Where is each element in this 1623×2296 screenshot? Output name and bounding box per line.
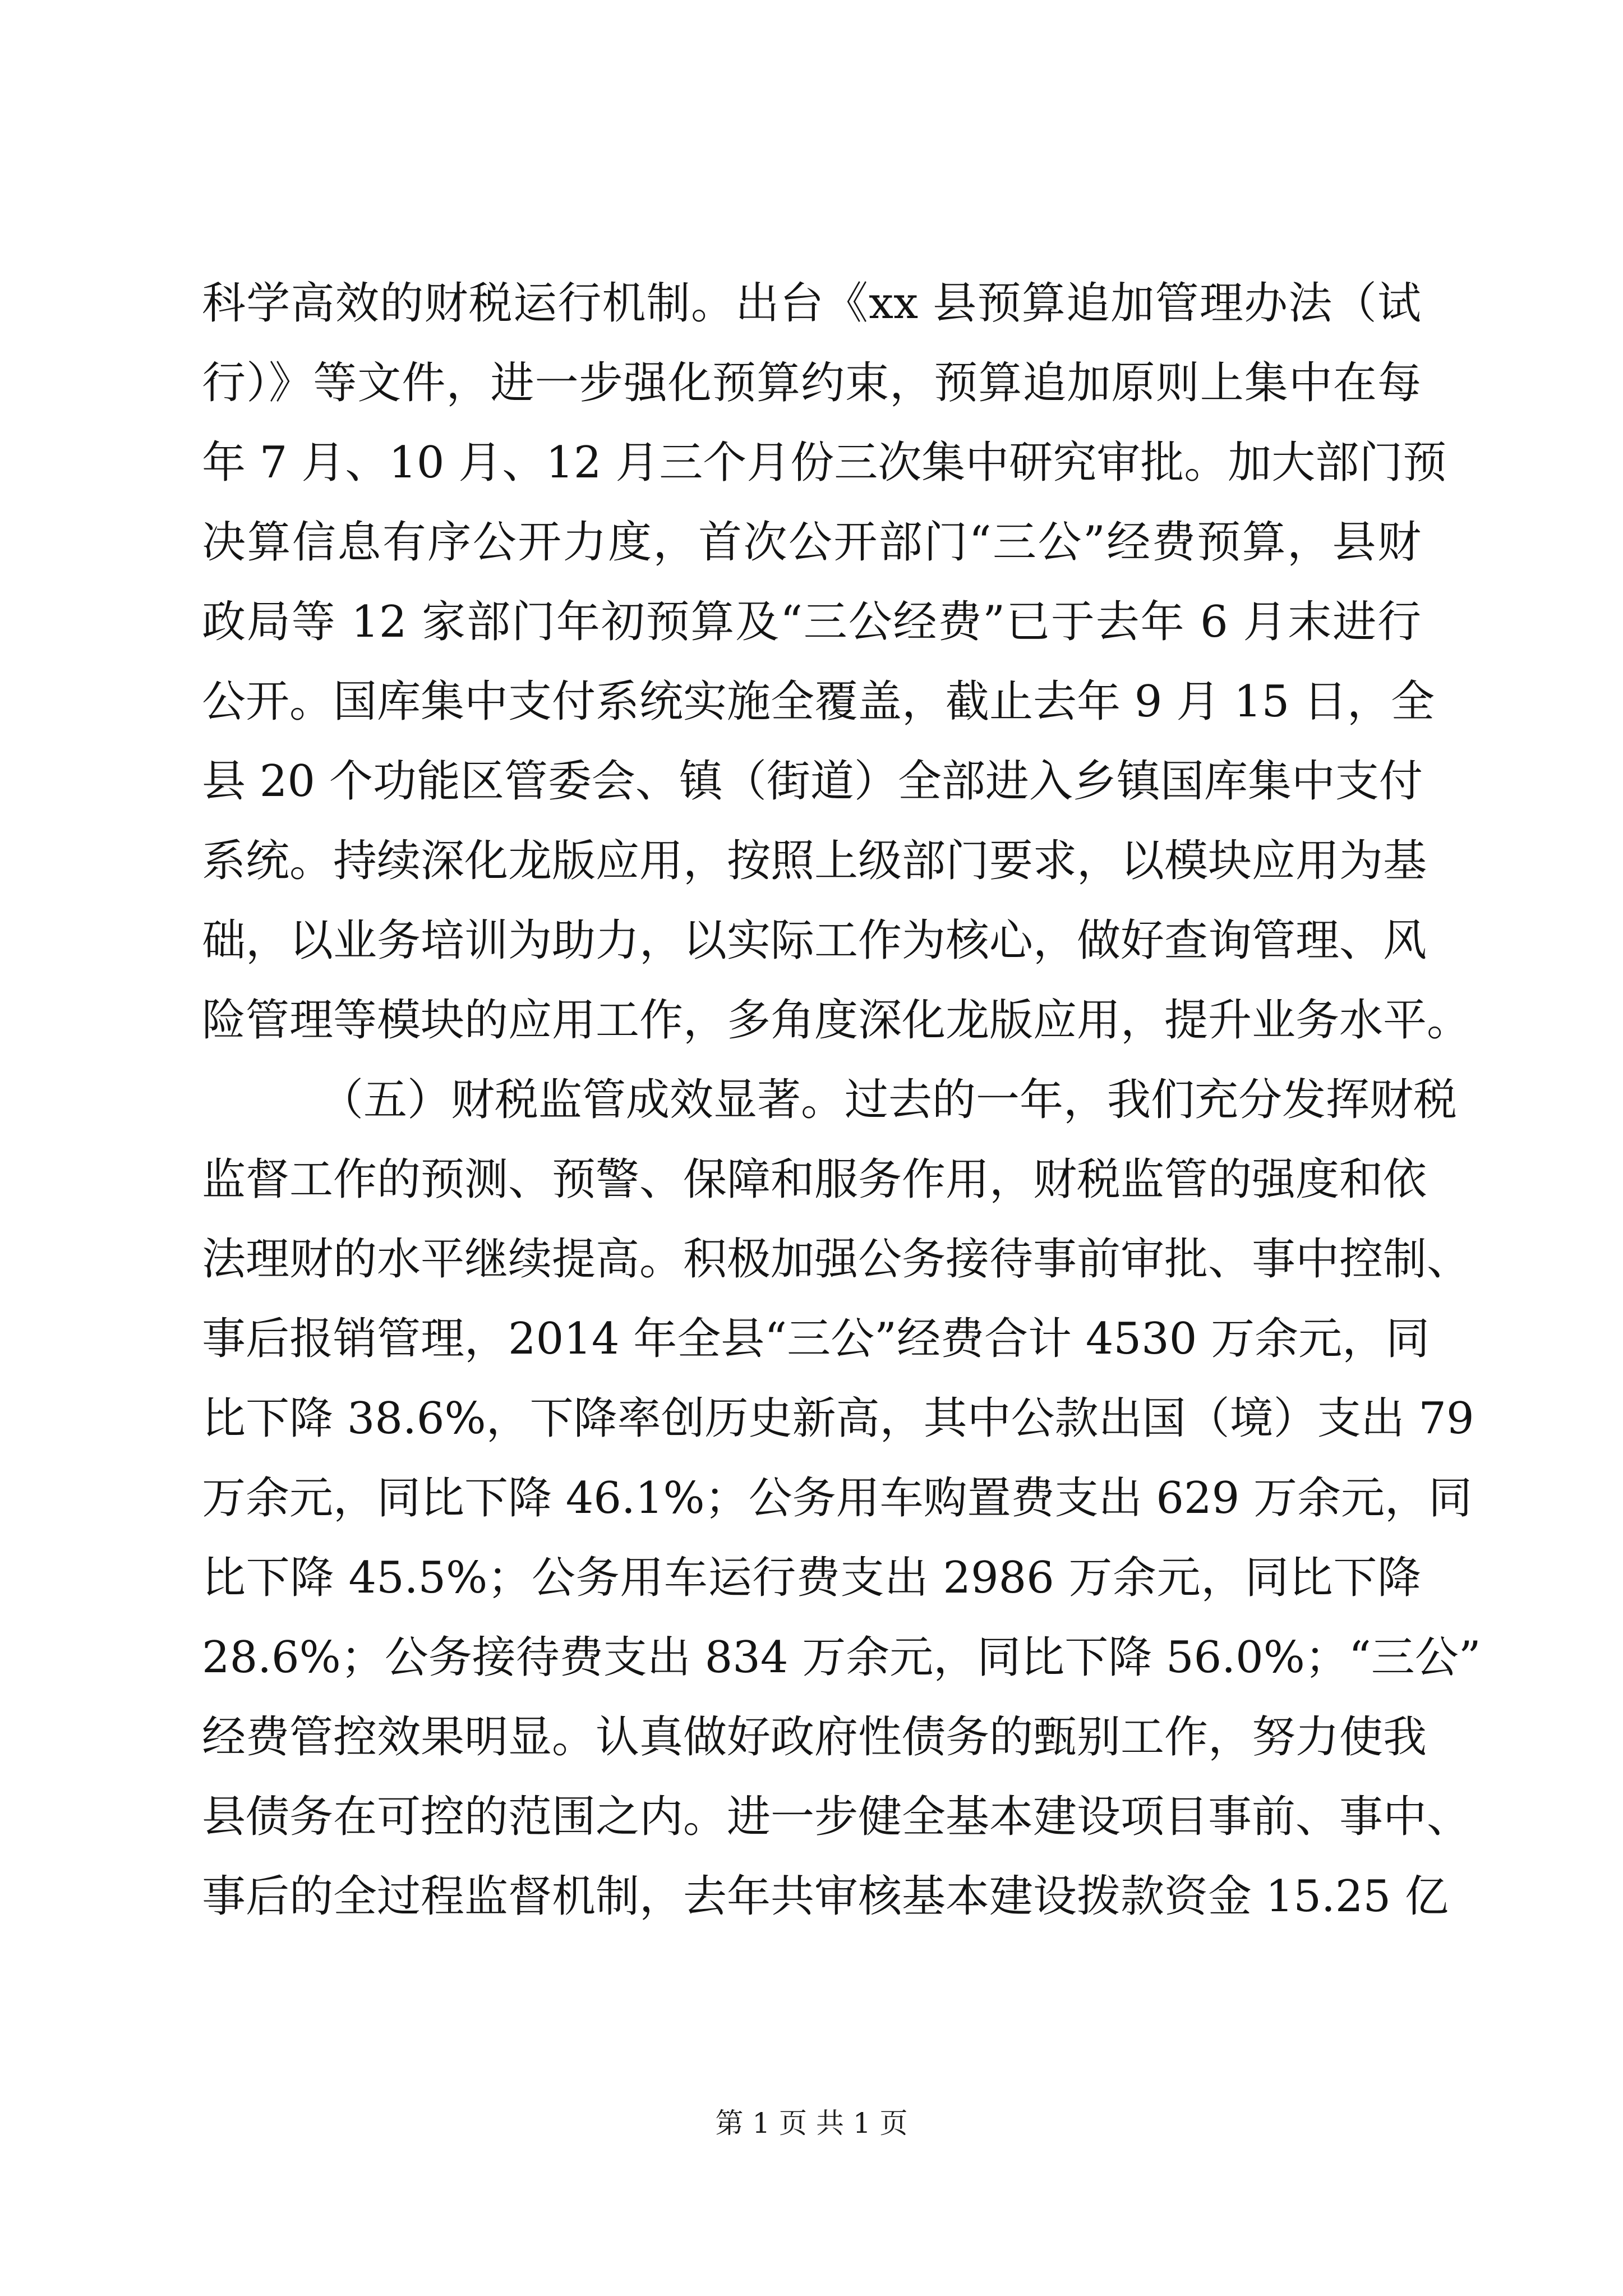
text-line: 比下降 38.6%，下降率创历史新高，其中公款出国（境）支出 79 [202, 1393, 1474, 1444]
text-line: 监督工作的预测、预警、保障和服务作用，财税监管的强度和依 [202, 1154, 1427, 1205]
text-line: 政局等 12 家部门年初预算及“三公经费”已于去年 6 月末进行 [202, 597, 1421, 647]
text-line: 公开。国库集中支付系统实施全覆盖，截止去年 9 月 15 日，全 [202, 677, 1435, 727]
text-line: 险管理等模块的应用工作，多角度深化龙版应用，提升业务水平。 [202, 995, 1471, 1046]
body-text [202, 264, 1481, 1936]
text-line: 科学高效的财税运行机制。出台《xx 县预算追加管理办法（试 [202, 278, 1421, 329]
text-line: 事后的全过程监督机制，去年共审核基本建设拨款资金 15.25 亿 [202, 1871, 1449, 1922]
text-line: 年 7 月、10 月、12 月三个月份三次集中研究审批。加大部门预 [202, 438, 1447, 488]
text-line: 行）》等文件，进一步强化预算约束，预算追加原则上集中在每 [202, 358, 1421, 408]
text-line: 县债务在可控的范围之内。进一步健全基本建设项目事前、事中、 [202, 1792, 1471, 1842]
text-line: 经费管控效果明显。认真做好政府性债务的甄别工作，努力使我 [202, 1712, 1427, 1763]
text-line: 万余元，同比下降 46.1%；公务用车购置费支出 629 万余元，同 [202, 1473, 1473, 1524]
text-line: 比下降 45.5%；公务用车运行费支出 2986 万余元，同比下降 [202, 1553, 1421, 1603]
text-line: 法理财的水平继续提高。积极加强公务接待事前审批、事中控制、 [202, 1234, 1471, 1285]
page-number-label: 第 1 页 共 1 页 [715, 2107, 908, 2139]
text-line: 28.6%；公务接待费支出 834 万余元，同比下降 56.0%；“三公” [202, 1632, 1481, 1683]
text-line: 县 20 个功能区管委会、镇（街道）全部进入乡镇国库集中支付 [202, 756, 1423, 807]
text-line: 系统。持续深化龙版应用，按照上级部门要求，以模块应用为基 [202, 836, 1427, 886]
text-line: 事后报销管理，2014 年全县“三公”经费合计 4530 万余元，同 [202, 1314, 1430, 1364]
section-heading-line: （五）财税监管成效显著。过去的一年，我们充分发挥财税 [320, 1075, 1458, 1125]
page-footer [0, 2106, 1623, 2140]
text-line: 础，以业务培训为助力，以实际工作为核心，做好查询管理、风 [202, 915, 1427, 966]
text-line: 决算信息有序公开力度，首次公开部门“三公”经费预算，县财 [202, 517, 1421, 568]
